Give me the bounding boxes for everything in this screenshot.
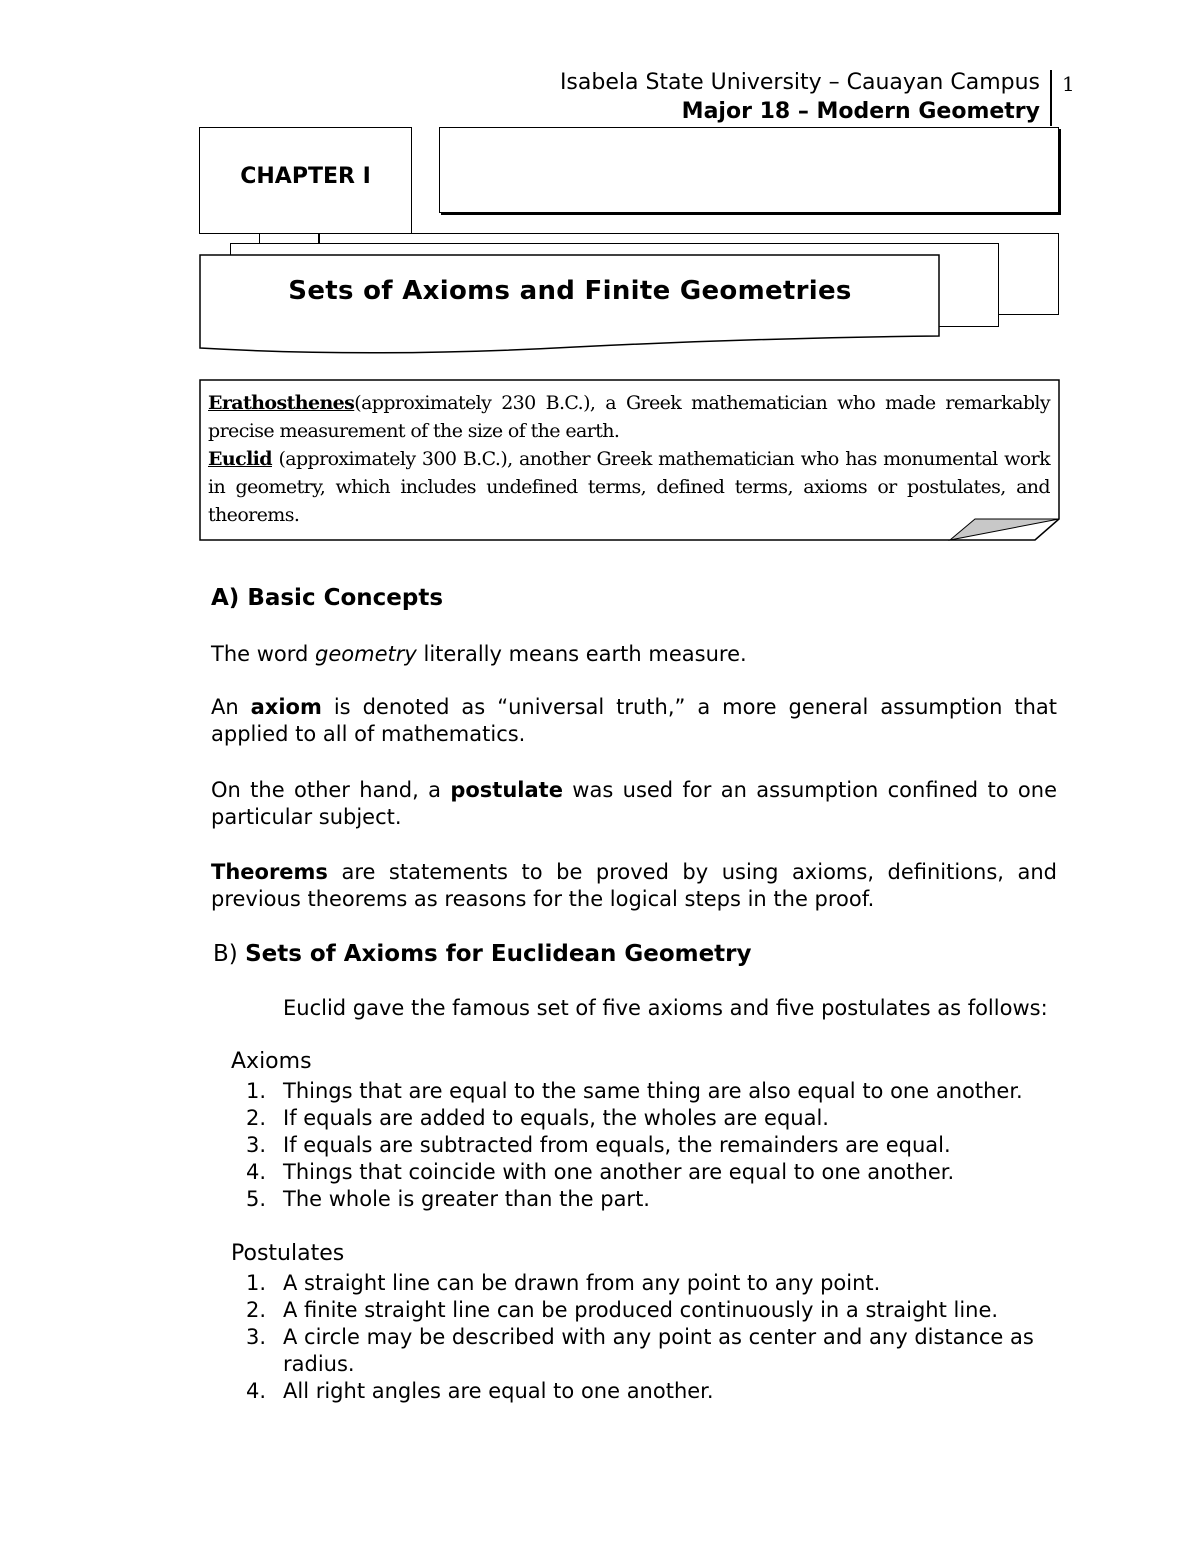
postulates-heading: Postulates <box>231 1241 345 1266</box>
theorems-paragraph: Theorems are statements to be proved by using axioms, definitions, and previous theorems as reasons for the logical steps in the proof. <box>211 860 1057 911</box>
euclid-name: Euclid <box>208 448 272 470</box>
section-b-intro: Euclid gave the famous set of five axioms and five postulates as follows: <box>283 996 1048 1020</box>
postulates-list <box>246 1270 1059 1405</box>
course-title: Major 18 – Modern Geometry <box>681 99 1040 124</box>
euclid-text: (approximately 300 B.C.), another Greek mathematician who has monumental work in geometry, which includes undefined terms, defined terms, axioms or postulates, and theorems. <box>208 448 1050 526</box>
banner-connector <box>318 233 320 243</box>
list-item: 4. All right angles are equal to one another. <box>246 1379 714 1403</box>
postulate-term: postulate <box>450 778 563 802</box>
historical-note <box>208 389 1050 526</box>
erathosthenes-text: (approximately 230 B.C.), a Greek mathematician who made remarkably precise measurement of the size of the earth. <box>208 392 1050 442</box>
axioms-list <box>246 1078 1059 1213</box>
axioms-heading: Axioms <box>231 1049 312 1074</box>
erathosthenes-name: Erathosthenes <box>208 392 355 414</box>
list-item: 3. A circle may be described with any point as center and any distance as radius. <box>246 1325 1034 1376</box>
blank-banner <box>439 127 1059 213</box>
geometry-paragraph: The word geometry literally means earth measure. <box>211 642 747 666</box>
theorems-term: Theorems <box>211 860 328 884</box>
list-item: 2. A finite straight line can be produced continuously in a straight line. <box>246 1298 999 1322</box>
list-item: 1. A straight line can be drawn from any point to any point. <box>246 1271 881 1295</box>
header-divider <box>1050 70 1052 126</box>
postulate-paragraph: On the other hand, a postulate was used for an assumption confined to one particular subject. <box>211 778 1057 829</box>
geometry-term: geometry <box>315 642 417 666</box>
university-name: Isabela State University – Cauayan Campus <box>559 70 1040 95</box>
list-item: 5. The whole is greater than the part. <box>246 1187 650 1211</box>
list-item: 1. Things that are equal to the same thing are also equal to one another. <box>246 1079 1023 1103</box>
list-item: 4. Things that coincide with one another are equal to one another. <box>246 1160 955 1184</box>
list-item: 2. If equals are added to equals, the wholes are equal. <box>246 1106 829 1130</box>
list-item: 3. If equals are subtracted from equals, the remainders are equal. <box>246 1133 951 1157</box>
section-a-heading: A) Basic Concepts <box>211 585 444 611</box>
page-number: 1 <box>1062 72 1075 96</box>
section-b-heading: B) Sets of Axioms for Euclidean Geometry <box>213 941 752 967</box>
chapter-label: CHAPTER I <box>240 164 371 189</box>
axiom-paragraph: An axiom is denoted as “universal truth,” a more general assumption that applied to all of mathematics. <box>211 695 1057 746</box>
axiom-term: axiom <box>250 695 322 719</box>
chapter-title: Sets of Axioms and Finite Geometries <box>288 276 852 306</box>
